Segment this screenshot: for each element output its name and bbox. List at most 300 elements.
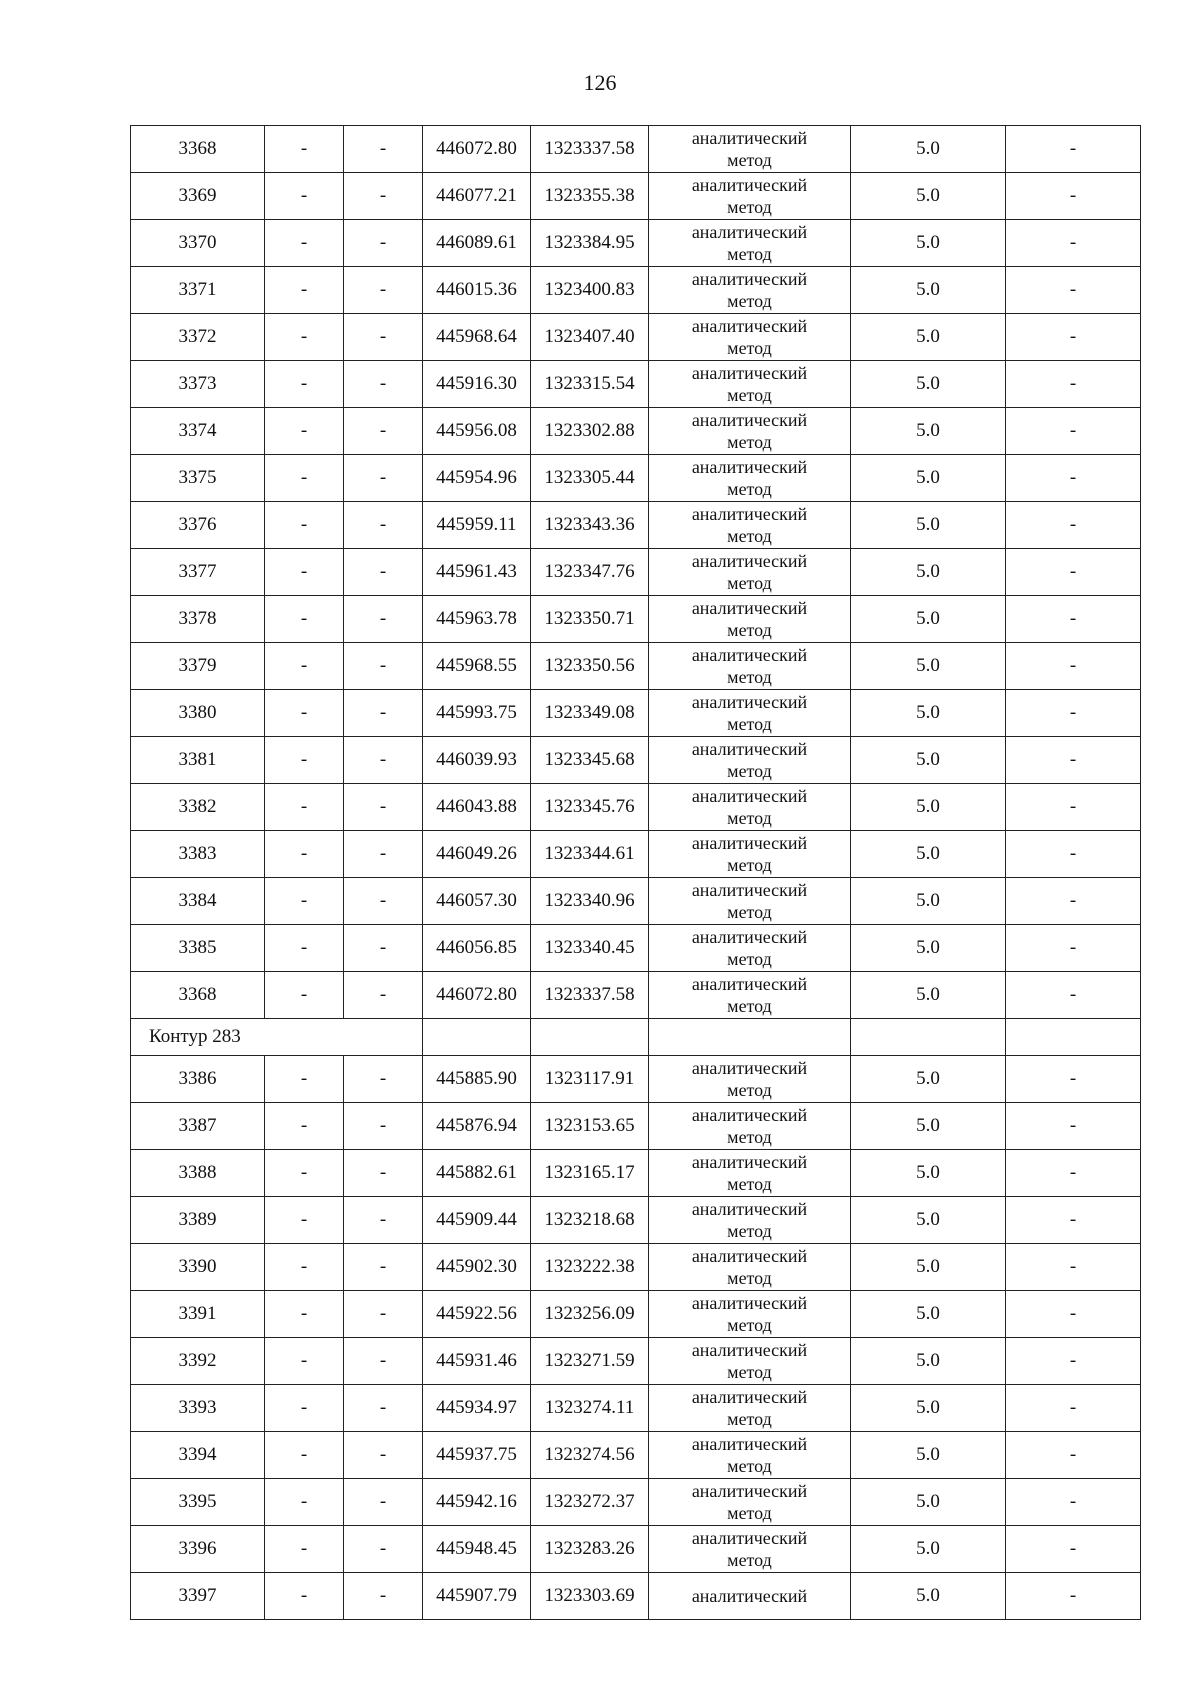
empty-dash-cell: - (265, 1526, 344, 1573)
y-coordinate-cell: 1323283.26 (531, 1526, 649, 1573)
point-number-cell: 3386 (131, 1056, 265, 1103)
y-coordinate-cell: 1323305.44 (531, 455, 649, 502)
point-number-cell: 3387 (131, 1103, 265, 1150)
method-line-1: аналитический (691, 1293, 808, 1313)
accuracy-cell: 5.0 (851, 784, 1006, 831)
empty-dash-cell: - (344, 549, 423, 596)
empty-dash-cell: - (344, 643, 423, 690)
method-line-2: метод (727, 1315, 772, 1335)
empty-dash-cell: - (265, 1385, 344, 1432)
empty-dash-cell: - (265, 1244, 344, 1291)
accuracy-cell: 5.0 (851, 1291, 1006, 1338)
point-number-cell: 3371 (131, 267, 265, 314)
x-coordinate-cell: 445931.46 (423, 1338, 531, 1385)
empty-dash-cell: - (344, 1385, 423, 1432)
accuracy-cell: 5.0 (851, 455, 1006, 502)
method-line-1: аналитический (691, 128, 808, 148)
empty-dash-cell: - (344, 596, 423, 643)
y-coordinate-cell: 1323347.76 (531, 549, 649, 596)
method-line-2: метод (727, 1503, 772, 1523)
table-row (131, 831, 1141, 878)
empty-dash-cell: - (265, 1150, 344, 1197)
section-row (131, 1019, 1141, 1056)
empty-dash-cell: - (265, 1103, 344, 1150)
method-cell (649, 549, 851, 596)
table-row (131, 549, 1141, 596)
y-coordinate-cell: 1323340.45 (531, 925, 649, 972)
empty-dash-cell: - (344, 502, 423, 549)
description-cell: - (1006, 1573, 1141, 1620)
page-number: 126 (583, 70, 617, 95)
empty-dash-cell: - (265, 737, 344, 784)
method-line-1: аналитический (691, 645, 808, 665)
point-number-cell: 3391 (131, 1291, 265, 1338)
table-row (131, 1479, 1141, 1526)
method-cell (649, 1385, 851, 1432)
method-line-2: метод (727, 667, 772, 687)
description-cell: - (1006, 361, 1141, 408)
method-line-1: аналитический (691, 269, 808, 289)
point-number-cell: 3378 (131, 596, 265, 643)
point-number-cell: 3397 (131, 1573, 265, 1620)
point-number-cell: 3368 (131, 126, 265, 173)
empty-dash-cell: - (344, 1526, 423, 1573)
table-row (131, 267, 1141, 314)
empty-dash-cell: - (265, 878, 344, 925)
y-coordinate-cell: 1323340.96 (531, 878, 649, 925)
method-cell (649, 1056, 851, 1103)
empty-dash-cell: - (265, 1432, 344, 1479)
method-line-2: метод (727, 808, 772, 828)
table-row (131, 1526, 1141, 1573)
point-number-cell: 3368 (131, 972, 265, 1019)
y-coordinate-cell: 1323344.61 (531, 831, 649, 878)
point-number-cell: 3393 (131, 1385, 265, 1432)
y-coordinate-cell: 1323337.58 (531, 972, 649, 1019)
method-line-1: аналитический (691, 1105, 808, 1125)
x-coordinate-cell: 445948.45 (423, 1526, 531, 1573)
method-line-2: метод (727, 338, 772, 358)
table-row (131, 1573, 1141, 1620)
method-line-1: аналитический (691, 880, 808, 900)
accuracy-cell: 5.0 (851, 314, 1006, 361)
method-line-2: метод (727, 432, 772, 452)
method-line-2: метод (727, 479, 772, 499)
method-line-2: метод (727, 291, 772, 311)
accuracy-cell: 5.0 (851, 831, 1006, 878)
x-coordinate-cell: 445968.55 (423, 643, 531, 690)
x-coordinate-cell: 445902.30 (423, 1244, 531, 1291)
y-coordinate-cell: 1323165.17 (531, 1150, 649, 1197)
method-line-1: аналитический (691, 1199, 808, 1219)
method-line-2: метод (727, 1221, 772, 1241)
method-cell (649, 173, 851, 220)
table-row (131, 361, 1141, 408)
y-coordinate-cell: 1323345.76 (531, 784, 649, 831)
accuracy-cell: 5.0 (851, 1338, 1006, 1385)
description-cell: - (1006, 1197, 1141, 1244)
table-row (131, 1385, 1141, 1432)
y-coordinate-cell: 1323274.56 (531, 1432, 649, 1479)
point-number-cell: 3382 (131, 784, 265, 831)
empty-dash-cell: - (344, 408, 423, 455)
table-row (131, 690, 1141, 737)
method-line-2: метод (727, 244, 772, 264)
description-cell: - (1006, 925, 1141, 972)
method-cell (649, 831, 851, 878)
empty-dash-cell: - (265, 1056, 344, 1103)
method-cell (649, 502, 851, 549)
accuracy-cell: 5.0 (851, 267, 1006, 314)
empty-dash-cell: - (344, 1150, 423, 1197)
method-cell (649, 126, 851, 173)
y-coordinate-cell: 1323350.71 (531, 596, 649, 643)
empty-dash-cell: - (344, 1432, 423, 1479)
y-coordinate-cell: 1323343.36 (531, 502, 649, 549)
method-cell (649, 972, 851, 1019)
point-number-cell: 3372 (131, 314, 265, 361)
empty-dash-cell: - (344, 878, 423, 925)
description-cell: - (1006, 1244, 1141, 1291)
method-line-1: аналитический (691, 457, 808, 477)
x-coordinate-cell: 445942.16 (423, 1479, 531, 1526)
empty-dash-cell: - (265, 784, 344, 831)
method-line-1: аналитический (691, 551, 808, 571)
table-body (131, 126, 1141, 1620)
x-coordinate-cell: 446043.88 (423, 784, 531, 831)
accuracy-cell: 5.0 (851, 1197, 1006, 1244)
method-line-1: аналитический (691, 1246, 808, 1266)
point-number-cell: 3377 (131, 549, 265, 596)
y-coordinate-cell: 1323350.56 (531, 643, 649, 690)
accuracy-cell: 5.0 (851, 1479, 1006, 1526)
accuracy-cell: 5.0 (851, 220, 1006, 267)
coordinates-table (130, 125, 1141, 1620)
method-cell (649, 878, 851, 925)
y-coordinate-cell: 1323315.54 (531, 361, 649, 408)
accuracy-cell: 5.0 (851, 1056, 1006, 1103)
description-cell: - (1006, 502, 1141, 549)
description-cell: - (1006, 878, 1141, 925)
table-row (131, 925, 1141, 972)
y-coordinate-cell: 1323400.83 (531, 267, 649, 314)
method-line-1: аналитический (691, 927, 808, 947)
x-coordinate-cell: 446015.36 (423, 267, 531, 314)
y-coordinate-cell: 1323302.88 (531, 408, 649, 455)
point-number-cell: 3394 (131, 1432, 265, 1479)
y-coordinate-cell: 1323274.11 (531, 1385, 649, 1432)
method-cell (649, 737, 851, 784)
x-coordinate-cell: 445876.94 (423, 1103, 531, 1150)
y-coordinate-cell: 1323218.68 (531, 1197, 649, 1244)
method-line-2: метод (727, 1080, 772, 1100)
description-cell: - (1006, 267, 1141, 314)
empty-dash-cell: - (344, 831, 423, 878)
method-line-1: аналитический (691, 1152, 808, 1172)
method-cell (649, 1479, 851, 1526)
description-cell: - (1006, 1385, 1141, 1432)
method-line-2: метод (727, 1550, 772, 1570)
method-line-1: аналитический (691, 410, 808, 430)
table-row (131, 737, 1141, 784)
method-line-2: метод (727, 526, 772, 546)
empty-cell (531, 1019, 649, 1056)
description-cell: - (1006, 1338, 1141, 1385)
table-row (131, 972, 1141, 1019)
description-cell: - (1006, 1432, 1141, 1479)
y-coordinate-cell: 1323117.91 (531, 1056, 649, 1103)
method-line-2: метод (727, 1174, 772, 1194)
point-number-cell: 3380 (131, 690, 265, 737)
x-coordinate-cell: 446072.80 (423, 126, 531, 173)
point-number-cell: 3389 (131, 1197, 265, 1244)
section-label: Контур 283 (131, 1019, 423, 1056)
description-cell: - (1006, 737, 1141, 784)
empty-dash-cell: - (344, 220, 423, 267)
empty-dash-cell: - (344, 173, 423, 220)
empty-dash-cell: - (265, 502, 344, 549)
method-cell (649, 1197, 851, 1244)
method-line-1: аналитический (691, 739, 808, 759)
accuracy-cell: 5.0 (851, 1573, 1006, 1620)
point-number-cell: 3369 (131, 173, 265, 220)
method-line-2: метод (727, 1127, 772, 1147)
empty-dash-cell: - (344, 1056, 423, 1103)
accuracy-cell: 5.0 (851, 1150, 1006, 1197)
method-cell (649, 690, 851, 737)
accuracy-cell: 5.0 (851, 972, 1006, 1019)
empty-dash-cell: - (344, 1197, 423, 1244)
method-line-2: метод (727, 1362, 772, 1382)
table-row (131, 1197, 1141, 1244)
empty-dash-cell: - (265, 408, 344, 455)
method-line-1: аналитический (691, 974, 808, 994)
table-row (131, 1291, 1141, 1338)
empty-dash-cell: - (265, 361, 344, 408)
table-row (131, 643, 1141, 690)
method-cell (649, 1432, 851, 1479)
point-number-cell: 3384 (131, 878, 265, 925)
method-line-2: метод (727, 150, 772, 170)
accuracy-cell: 5.0 (851, 361, 1006, 408)
description-cell: - (1006, 596, 1141, 643)
x-coordinate-cell: 445934.97 (423, 1385, 531, 1432)
empty-dash-cell: - (344, 737, 423, 784)
empty-dash-cell: - (265, 690, 344, 737)
accuracy-cell: 5.0 (851, 126, 1006, 173)
accuracy-cell: 5.0 (851, 643, 1006, 690)
method-cell (649, 1291, 851, 1338)
y-coordinate-cell: 1323271.59 (531, 1338, 649, 1385)
accuracy-cell: 5.0 (851, 1432, 1006, 1479)
method-line-1: аналитический (691, 786, 808, 806)
table-row (131, 126, 1141, 173)
empty-cell (423, 1019, 531, 1056)
x-coordinate-cell: 446049.26 (423, 831, 531, 878)
x-coordinate-cell: 445961.43 (423, 549, 531, 596)
empty-dash-cell: - (265, 643, 344, 690)
empty-dash-cell: - (265, 220, 344, 267)
empty-dash-cell: - (344, 361, 423, 408)
empty-dash-cell: - (344, 1103, 423, 1150)
empty-dash-cell: - (344, 126, 423, 173)
description-cell: - (1006, 314, 1141, 361)
y-coordinate-cell: 1323337.58 (531, 126, 649, 173)
point-number-cell: 3392 (131, 1338, 265, 1385)
method-cell (649, 1244, 851, 1291)
empty-dash-cell: - (344, 1573, 423, 1620)
accuracy-cell: 5.0 (851, 1385, 1006, 1432)
method-cell (649, 1526, 851, 1573)
y-coordinate-cell: 1323222.38 (531, 1244, 649, 1291)
point-number-cell: 3383 (131, 831, 265, 878)
table-row (131, 1056, 1141, 1103)
description-cell: - (1006, 784, 1141, 831)
description-cell: - (1006, 126, 1141, 173)
x-coordinate-cell: 445956.08 (423, 408, 531, 455)
table-row (131, 1338, 1141, 1385)
y-coordinate-cell: 1323345.68 (531, 737, 649, 784)
method-cell (649, 408, 851, 455)
method-line-2: метод (727, 714, 772, 734)
empty-dash-cell: - (344, 972, 423, 1019)
method-line-1: аналитический (691, 1586, 808, 1606)
empty-dash-cell: - (265, 314, 344, 361)
table-row (131, 1103, 1141, 1150)
table-row (131, 408, 1141, 455)
table-row (131, 220, 1141, 267)
x-coordinate-cell: 445907.79 (423, 1573, 531, 1620)
x-coordinate-cell: 445916.30 (423, 361, 531, 408)
method-line-2: метод (727, 620, 772, 640)
method-cell (649, 1573, 851, 1620)
y-coordinate-cell: 1323384.95 (531, 220, 649, 267)
description-cell: - (1006, 408, 1141, 455)
y-coordinate-cell: 1323153.65 (531, 1103, 649, 1150)
empty-dash-cell: - (344, 267, 423, 314)
method-line-1: аналитический (691, 1481, 808, 1501)
method-line-1: аналитический (691, 175, 808, 195)
point-number-cell: 3390 (131, 1244, 265, 1291)
x-coordinate-cell: 445922.56 (423, 1291, 531, 1338)
method-line-1: аналитический (691, 598, 808, 618)
table-row (131, 502, 1141, 549)
accuracy-cell: 5.0 (851, 737, 1006, 784)
table-row (131, 173, 1141, 220)
method-line-1: аналитический (691, 1058, 808, 1078)
description-cell: - (1006, 220, 1141, 267)
x-coordinate-cell: 445963.78 (423, 596, 531, 643)
method-line-1: аналитический (691, 222, 808, 242)
empty-dash-cell: - (265, 1197, 344, 1244)
table-row (131, 878, 1141, 925)
empty-dash-cell: - (344, 1291, 423, 1338)
accuracy-cell: 5.0 (851, 1526, 1006, 1573)
empty-dash-cell: - (265, 596, 344, 643)
empty-dash-cell: - (265, 1573, 344, 1620)
description-cell: - (1006, 1150, 1141, 1197)
point-number-cell: 3376 (131, 502, 265, 549)
method-line-1: аналитический (691, 1387, 808, 1407)
x-coordinate-cell: 445968.64 (423, 314, 531, 361)
empty-dash-cell: - (344, 690, 423, 737)
method-line-2: метод (727, 855, 772, 875)
y-coordinate-cell: 1323272.37 (531, 1479, 649, 1526)
description-cell: - (1006, 1056, 1141, 1103)
x-coordinate-cell: 445959.11 (423, 502, 531, 549)
y-coordinate-cell: 1323256.09 (531, 1291, 649, 1338)
accuracy-cell: 5.0 (851, 173, 1006, 220)
method-line-1: аналитический (691, 833, 808, 853)
accuracy-cell: 5.0 (851, 596, 1006, 643)
empty-dash-cell: - (344, 1244, 423, 1291)
accuracy-cell: 5.0 (851, 502, 1006, 549)
empty-dash-cell: - (265, 925, 344, 972)
empty-dash-cell: - (344, 1479, 423, 1526)
y-coordinate-cell: 1323355.38 (531, 173, 649, 220)
description-cell: - (1006, 455, 1141, 502)
point-number-cell: 3379 (131, 643, 265, 690)
description-cell: - (1006, 1479, 1141, 1526)
method-line-1: аналитический (691, 363, 808, 383)
x-coordinate-cell: 446057.30 (423, 878, 531, 925)
method-cell (649, 925, 851, 972)
method-line-2: метод (727, 902, 772, 922)
accuracy-cell: 5.0 (851, 1244, 1006, 1291)
table-row (131, 1432, 1141, 1479)
description-cell: - (1006, 173, 1141, 220)
x-coordinate-cell: 445993.75 (423, 690, 531, 737)
empty-dash-cell: - (265, 1338, 344, 1385)
method-cell (649, 643, 851, 690)
point-number-cell: 3373 (131, 361, 265, 408)
empty-cell (649, 1019, 851, 1056)
description-cell: - (1006, 972, 1141, 1019)
x-coordinate-cell: 446077.21 (423, 173, 531, 220)
accuracy-cell: 5.0 (851, 549, 1006, 596)
method-cell (649, 1338, 851, 1385)
empty-dash-cell: - (265, 1291, 344, 1338)
method-line-1: аналитический (691, 692, 808, 712)
point-number-cell: 3381 (131, 737, 265, 784)
y-coordinate-cell: 1323407.40 (531, 314, 649, 361)
x-coordinate-cell: 445937.75 (423, 1432, 531, 1479)
description-cell: - (1006, 831, 1141, 878)
x-coordinate-cell: 446056.85 (423, 925, 531, 972)
point-number-cell: 3388 (131, 1150, 265, 1197)
empty-dash-cell: - (265, 831, 344, 878)
empty-dash-cell: - (265, 549, 344, 596)
empty-dash-cell: - (344, 925, 423, 972)
method-line-2: метод (727, 1268, 772, 1288)
method-line-1: аналитический (691, 1528, 808, 1548)
empty-cell (1006, 1019, 1141, 1056)
table-row (131, 1244, 1141, 1291)
point-number-cell: 3374 (131, 408, 265, 455)
method-line-1: аналитический (691, 1434, 808, 1454)
method-cell (649, 455, 851, 502)
point-number-cell: 3396 (131, 1526, 265, 1573)
method-line-2: метод (727, 996, 772, 1016)
x-coordinate-cell: 445885.90 (423, 1056, 531, 1103)
x-coordinate-cell: 445954.96 (423, 455, 531, 502)
empty-dash-cell: - (265, 173, 344, 220)
method-line-1: аналитический (691, 1340, 808, 1360)
description-cell: - (1006, 690, 1141, 737)
point-number-cell: 3375 (131, 455, 265, 502)
method-line-2: метод (727, 1409, 772, 1429)
empty-dash-cell: - (344, 455, 423, 502)
